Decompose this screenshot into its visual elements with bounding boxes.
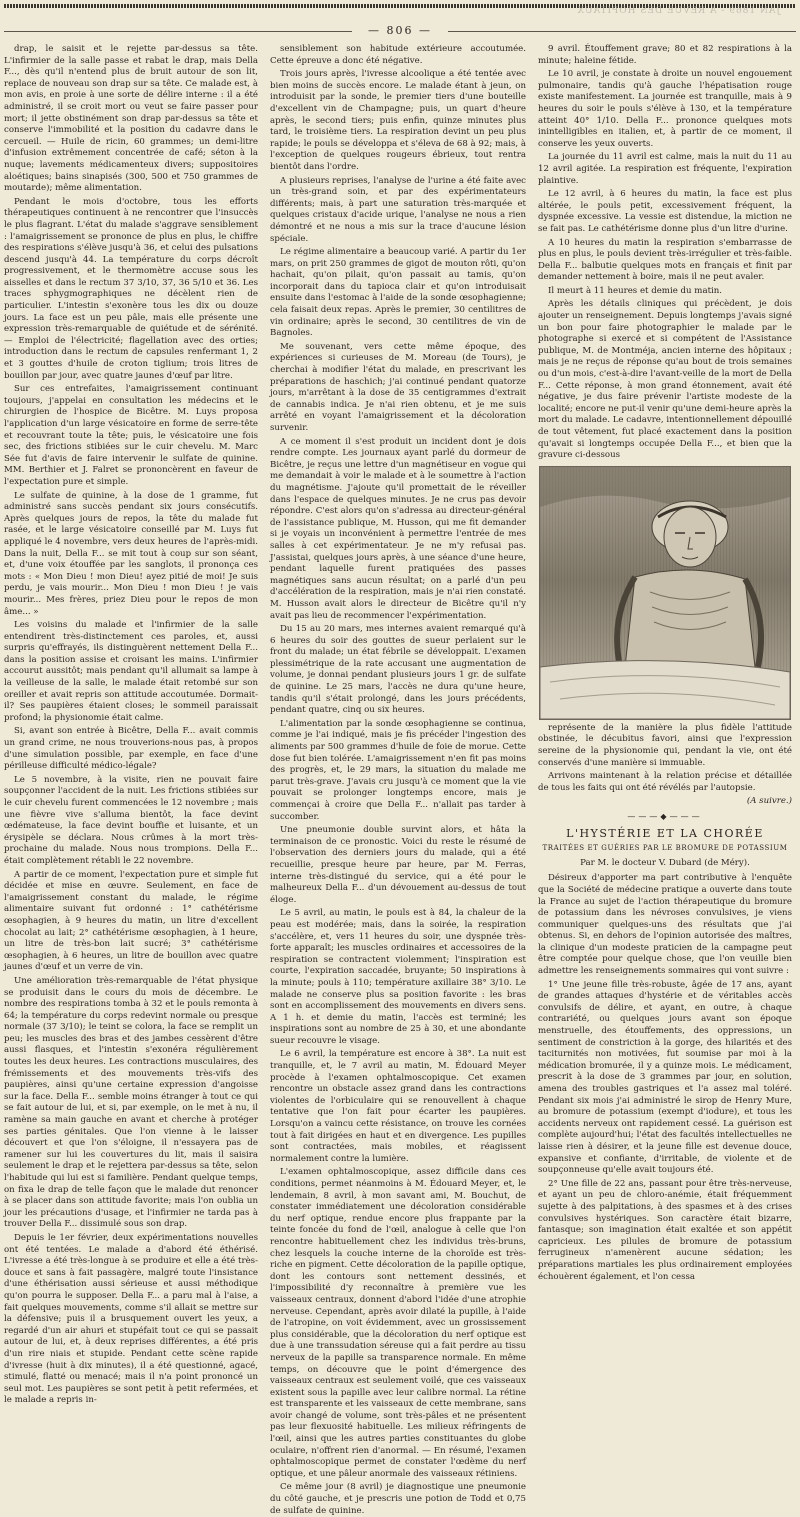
paragraph: Une pneumonie double survint alors, et hâta la terminaison de ce pronostic. Voici du reste le résumé de l'observation des derniers jours du malade, qui a été recueillie, presque heure par heure, par M. Ferras, interne très-distingué du service, qui a été pour le malheureux Della F... d'un dévouement au-dessus de tout éloge.: [270, 825, 526, 905]
article-subtitle: TRAITÉES ET GUÉRIES PAR LE BROMURE DE POTASSIUM: [542, 844, 788, 853]
paragraph: Arrivons maintenant à la relation précise et détaillée de tous les faits qui ont été révélés par l'autopsie.: [538, 771, 792, 793]
paragraph: Pendant le mois d'octobre, tous les efforts thérapeutiques continuent à ne rencontrer que l'insuccès le plus flagrant. L'état du malade s'aggrave sensiblement : l'amaigrissement se prononce de plus en plus, le chiffre des respirations s'élève jusqu'à 36, et celui des pulsations descend jusqu'à 44. La température du corps décroît progressivement, et le thermomètre accuse sous les aisselles et dans le rectum 37 3/10, 37, 36 5/10 et 36. Les traces sphygmographiques ne décèlent rien de particulier. L'intestin s'exonère tous les dix ou douze jours. La face est un peu pâle, mais elle présente une expression très-remarquable de quiétude et de sérénité. — Emploi de l'électricité; flagellation avec des orties; introduction dans le rectum de capsules renfermant 1, 2 et 3 gouttes d'huile de croton tiglium; trois litres de bouillon par jour, avec quatre jaunes d'œuf par litre.: [4, 196, 258, 381]
separator: ———◆———: [627, 811, 703, 821]
paragraph: Trois jours après, l'ivresse alcoolique a été tentée avec bien moins de succès encore. Le malade étant à jeun, on introduisit par la sonde, le premier tiers d'une bouteille d'excellent vin de Champagne; puis, un quart d'heure après, le second tiers; puis enfin, quinze minutes plus tard, le troisième tiers. La respiration devint un peu plus rapide; le pouls se développa et s'éleva de 68 à 92; mais, à l'exception de quelques rougeurs ébrieux, tout rentra bientôt dans l'ordre.: [270, 69, 526, 172]
paragraph: Les voisins du malade et l'infirmier de la salle entendirent très-distinctement ces paroles, et, aussi surpris qu'effrayés, ils distinguèrent nettement Della F... dans la position assise et croisant les mains. L'infirmier accourut aussitôt; mais pendant qu'il allumait sa lampe à la veilleuse de la salle, le malade était retombé sur son oreiller et avait repris son attitude accoutumée. Dormait-il? Ses paupières étaient closes; le sommeil paraissait profond; la physionomie était calme.: [4, 620, 258, 723]
paragraph: Le régime alimentaire a beaucoup varié. A partir du 1er mars, on prit 250 grammes de gigot de mouton rôti, qu'on hachait, qu'on pilait, qu'on passait au tamis, qu'on incorporait dans du tapioca clair et qu'on introduisait ensuite dans l'estomac à l'aide de la sonde œsophagienne; cela faisait deux repas. Après le premier, 30 centilitres de vin ordinaire; après le second, 30 centilitres de vin de Bagnoles.: [270, 247, 526, 339]
paragraph: 1° Une jeune fille très-robuste, âgée de 17 ans, ayant de grandes attaques d'hystérie et de véritables accès convulsifs de délire, et ayant, en outre, à chaque contrariété, ou quelques jours avant son époque menstruelle, des étouffements, des oppressions, un sentiment de constriction à la gorge, des hilarités et des taciturnités non motivées, fut soumise par moi à la médication bromurée, il y a quinze mois. Le médicament, prescrit à la dose de 3 grammes par jour, en solution, amena des troubles gastriques et l'a assez mal toléré. Pendant six mois j'ai administré le sirop de Henry Mure, au bromure de potassium (exempt d'iodure), et tous les accidents nerveux ont rapidement cessé. La guérison est complète aujourd'hui; l'état des facultés intellectuelles ne laisse rien à désirer, et la jeune fille est devenue douce, expansive et confiante, d'irritable, de violente et de soupçonneuse qu'elle avait toujours été.: [538, 979, 792, 1176]
article-byline: Par M. le docteur V. Dubard (de Méry).: [580, 857, 750, 868]
paragraph: Le 5 avril, au matin, le pouls est à 84, la chaleur de la peau est modérée; mais, dans la soirée, la respiration s'accélère, et, vers 11 heures du soir, une dyspnée très-forte apparaît; les muscles ordinaires et accessoires de la respiration se contractent violemment; l'inspiration est courte, l'expiration saccadée, bruyante; 50 inspirations à la minute; pouls à 110; température axillaire 38° 3/10. Le malade ne conserve plus sa position favorite : les bras sont en accomplissement des mouvements en divers sens. A 1 h. et demie du matin, l'accès est terminé; les inspirations sont au nombre de 25 à 30, et une abondante sueur recouvre le visage.: [270, 908, 526, 1046]
paragraph: 9 avril. Étouffement grave; 80 et 82 respirations à la minute; haleine fétide.: [538, 44, 792, 66]
paragraph: A 10 heures du matin la respiration s'embarrasse de plus en plus, le pouls devient très-irrégulier et très-faible. Della F... balbutie quelques mots en français et finit par demander nettement à boire, mais il ne peut avaler.: [538, 237, 792, 283]
paragraph: Après les détails cliniques qui précèdent, je dois ajouter un renseignement. Depuis longtemps j'avais signé un bon pour faire photographier le malade par le photographe si exercé et si compétent de l'Assistance publique, M. de Montméja, ancien interne des hôpitaux ; mais je ne reçus de réponse qu'au bout de trois semaines ou d'un mois, c'est-à-dire l'avant-veille de la mort de Della F... Cette réponse, à mon grand étonnement, avait été négative, je dus faire prévenir l'artiste modeste de la localité; encore ne put-il venir qu'une demi-heure après la mort du malade. Le cadavre, intentionnellement dépouillé de tout vêtement, fut placé exactement dans la position qu'avait si longtemps occupée Della F..., et bien que la gravure ci-dessous: [538, 299, 792, 461]
paragraph: Depuis le 1er février, deux expérimentations nouvelles ont été tentées. Le malade a d'abord été éthérisé. L'ivresse a été très-longue à se produire et elle a été très-douce et sans à fait passagère, malgré toute l'insistance d'une éthérisation aussi sérieuse et aussi méthodique qu'on pourra le supposer. Della F... a paru mal à l'aise, a fait quelques mouvements, comme s'il allait se mettre sur la défensive; puis il a brusquement ouvert les yeux, a regardé d'un air ahuri et stupéfait tout ce qui se passait autour de lui, et, à deux reprises différentes, a été pris d'un rire niais et stupide. Pendant cette scène rapide d'ivresse (huit à dix minutes), il a été questionné, agacé, stimulé, flatté ou menacé; mais il n'a point prononcé un seul mot. Les paupières se sont petit à petit refermées, et le malade a repris in-: [4, 1232, 258, 1406]
paragraph: A partir de ce moment, l'expectation pure et simple fut décidée et mise en œuvre. Seulement, en face de l'amaigrissement constant du malade, le régime alimentaire suivant fut ordonné : 1° cathétérisme œsophagien, à 9 heures du matin, un litre d'excellent chocolat au lait; 2° cathétérisme œsophagien, à 1 heure, un litre de très-bon lait sucré; 3° cathétérisme œsophagien, à 6 heures, un litre de bouillon avec quatre jaunes d'œuf et un verre de vin.: [4, 869, 258, 973]
paragraph: représente de la manière la plus fidèle l'attitude obstinée, le décubitus favori, ainsi que l'expression sereine de la physionomie qui, pendant la vie, ont été conservés d'une manière si immuable.: [538, 722, 792, 768]
paragraph: Le 12 avril, à 6 heures du matin, la face est plus altérée, le pouls petit, excessivement fréquent, la dyspnée excessive. La vessie est distendue, la miction ne se fait pas. Le cathétérisme donne plus d'un litre d'urine.: [538, 189, 792, 234]
paragraph: Il meurt à 11 heures et demie du matin.: [548, 285, 723, 296]
paragraph: Le sulfate de quinine, à la dose de 1 gramme, fut administré sans succès pendant six jours consécutifs. Après quelques jours de repos, la tête du malade fut rasée, et le large vésicatoire conseillé par M. Luys fut appliqué le 4 novembre, vers deux heures de l'après-midi. Dans la nuit, Della F... se mit tout à coup sur son séant, et, d'une voix étouffée par les sanglots, il prononça ces mots : « Mon Dieu ! mon Dieu! ayez pitié de moi! Je suis perdu, je vais mourir... Mon Dieu ! mon Dieu ! je vais mourir... Mes frères, priez Dieu pour le repos de mon âme... »: [4, 490, 258, 617]
article-title: L'HYSTÉRIE ET LA CHORÉE: [566, 826, 764, 840]
engraving-figure: [539, 466, 791, 720]
paragraph: drap, le saisit et le rejette par-dessus sa tête. L'infirmier de la salle passe et rabat le drap, mais Della F..., dès qu'il n'entend plus de bruit autour de son lit, replace de nouveau son drap sur sa tête. Ce malade est, à mon avis, en proie à une sorte de délire interne : il a été administré, il se croit mort ou veut se faire passer pour mort; il jette obstinément son drap par-dessus sa tête et conserve l'immobilité et la position du cadavre dans le cercueil. — Huile de ricin, 60 grammes; un demi-litre d'infusion extrêmement concentrée de café; séton à la nuque; lavements médicamenteux divers; suppositoires aloétiques; bains sinapisés (300, 500 et 750 grammes de moutarde); même alimentation.: [4, 44, 258, 194]
paragraph: La journée du 11 avril est calme, mais la nuit du 11 au 12 avril agitée. La respiration est fréquente, l'expiration plaintive.: [538, 152, 792, 186]
bleed-through-text: JAN 1869 - A REVUE DES HÔPITAUX: [576, 6, 780, 16]
paragraph: L'examen ophtalmoscopique, assez difficile dans ces conditions, permet néanmoins à M. Édouard Meyer, et, le lendemain, 8 avril, à mon savant ami, M. Bouchut, de constater immédiatement une décoloration considérable du nerf optique, rendue encore plus frappante par la teinte foncée du fond de l'œil, analogue à celle que l'on rencontre habituellement chez les individus très-bruns, chez lesquels la couche interne de la choroïde est très-riche en pigment. Cette décoloration de la papille optique, dont les contours sont nettement dessinés, et l'impossibilité d'y reconnaître à première vue les vaisseaux centraux, donnent d'abord l'idée d'une atrophie nerveuse. Cependant, après avoir dilaté la pupille, à l'aide de l'atropine, on voit évidemment, avec un grossissement plus considérable, que la décoloration du nerf optique est due à une transsudation séreuse qui a fait perdre au tissu nerveux de la papille sa transparence normale. En même temps, on découvre que le point d'émergence des vaisseaux centraux est seulement voilé, que ces vaisseaux existent sous la papille avec leur calibre normal. La rétine est transparente et les vaisseaux de cette membrane, sans avoir changé de volume, sont très-pâles et ne présentent pas leur flexuosité habituelle. Les milieux réfringents de l'œil, ainsi que les autres parties constituantes du globe oculaire, n'offrent rien d'anormal. — En résumé, l'examen ophtalmoscopique permet de constater l'œdème du nerf optique, et une pâleur anormale des vaisseaux rétiniens.: [270, 1167, 526, 1479]
paragraph: Du 15 au 20 mars, mes internes avaient remarqué qu'à 6 heures du soir des gouttes de sueur perlaient sur le front du malade; un état fébrile se développait. L'examen plessimétrique de la rate accusant une augmentation de volume, je donnai pendant plusieurs jours 1 gr. de sulfate de quinine. Le 25 mars, l'accès ne dura qu'une heure, tandis qu'il s'était prolongé, dans les jours précédents, pendant quatre, cinq ou six heures.: [270, 624, 526, 716]
paragraph: A ce moment il s'est produit un incident dont je dois rendre compte. Les journaux ayant parlé du dormeur de Bicêtre, je reçus une lettre d'un magnétiseur en vogue qui me demandait à voir le malade et à le soumettre à l'action du magnétisme. J'ajoute qu'il promettait de le réveiller dans l'espace de quelques minutes. Je ne crus pas devoir répondre. C'est alors qu'on s'adressa au directeur-général de l'assistance publique, M. Husson, qui me fit demander si je voyais un inconvénient à permettre l'entrée de mes salles à cet expérimentateur. Je ne m'y refusai pas. J'assistai, quelques jours après, à une séance d'une heure, pendant laquelle furent pratiquées des passes magnétiques sans aucun résultat; on a parlé d'un peu d'accélération de la respiration, mais je n'ai rien constaté. M. Husson avait alors le directeur de Bicêtre qu'il n'y avait pas lieu de recommencer l'expérimentation.: [270, 436, 526, 621]
paragraph: Le 10 avril, je constate à droite un nouvel engouement pulmonaire, tandis qu'à gauche l'hépatisation rouge existe manifestement. La journée est tranquille, mais à 9 heures du soir le pouls s'élève à 130, et la température atteint 40° 1/10. Della F... prononce quelques mots inintelligibles en italien, et, à partir de ce moment, il conserve les yeux ouverts.: [538, 69, 792, 149]
corpse-illustration: [540, 467, 790, 719]
paragraph: Désireux d'apporter ma part contributive à l'enquête que la Société de médecine pratique a ouverte dans toute la France au sujet de l'action thérapeutique du bromure de potassium dans les névroses convulsives, je viens communiquer quelques-uns des résultats que j'ai obtenus. Si, en dehors de l'opinion autorisée des maîtres, la clinique d'un modeste praticien de la campagne peut être comptée pour quelque chose, que l'on veuille bien admettre les renseignements sommaires qui vont suivre :: [538, 873, 792, 977]
column-1: [4, 44, 258, 1406]
column-3: [538, 44, 792, 1282]
column-2: [270, 44, 526, 1516]
paragraph: Le 5 novembre, à la visite, rien ne pouvait faire soupçonner l'accident de la nuit. Les frictions stibiées sur le cuir chevelu furent commencées le 12 novembre ; mais une fièvre vive s'alluma bientôt, la face devint œdémateuse, la face devint bouffie et luisante, et un érysipèle se déclara. Nous crûmes à la mort très-prochaine du malade. Nous nous trompions. Della F... était complètement rétabli le 22 novembre.: [4, 774, 258, 866]
page-number: — 806 —: [4, 24, 796, 38]
paragraph: L'alimentation par la sonde œsophagienne se continua, comme je l'ai indiqué, mais je fis précéder l'ingestion des aliments par 500 grammes d'huile de foie de morue. Cette dose fut bien tolérée. L'amaigrissement n'en fit pas moins des progrès, et, le 29 mars, la situation du malade me parut très-grave. J'avais cru jusqu'à ce moment que la vie pouvait se prolonger longtemps encore, mais je commençai à croire que Della F... n'allait pas tarder à succomber.: [270, 718, 526, 822]
paragraph: Si, avant son entrée à Bicêtre, Della F... avait commis un grand crime, ne nous trouverions-nous pas, à propos d'une simulation possible, par exemple, en face d'une périlleuse difficulté médico-légale?: [4, 726, 258, 772]
paragraph: 2° Une fille de 22 ans, passant pour être très-nerveuse, et ayant un peu de chloro-anémie, était fréquemment sujette à des palpitations, à des spasmes et à des crises convulsives hystériques. Son caractère était bizarre, fantasque; son imagination était exaltée et son appétit capricieux. Les pilules de bromure de potassium ferrugineux n'amenèrent aucune sédation; les préparations martiales les plus ordinairement employées échouèrent également, et l'on cessa: [538, 1178, 792, 1282]
paragraph: Le 6 avril, la température est encore à 38°. La nuit est tranquille, et, le 7 avril au matin, M. Édouard Meyer procède à l'examen ophtalmoscopique. Cet examen rencontre un obstacle assez grand dans les contractions violentes de l'orbiculaire qui se renouvellent à chaque tentative que l'on fait pour écarter les paupières. Lorsqu'on a vaincu cette résistance, on trouve les cornées tout à fait dirigées en haut et en divergence. Les pupilles sont contractées, mais mobiles, et réagissent normalement contre la lumière.: [270, 1049, 526, 1164]
paragraph: Sur ces entrefaites, l'amaigrissement continuant toujours, j'appelai en consultation les médecins et le chirurgien de l'hospice de Bicêtre. M. Luys proposa l'application d'un large vésicatoire en forme de serre-tête et recouvrant toute la tête; puis, le vésicatoire une fois sec, des frictions stibiées sur le cuir chevelu. M. Marc Sée fut d'avis de faire intervenir le sulfate de quinine. MM. Berthier et J. Falret se prononcèrent en faveur de l'expectation pure et simple.: [4, 384, 258, 487]
paragraph: Ce même jour (8 avril) je diagnostique une pneumonie du côté gauche, et je prescris une potion de Todd et 0,75 de sulfate de quinine.: [270, 1482, 526, 1516]
paragraph: Me souvenant, vers cette même époque, des expériences si curieuses de M. Moreau (de Tours), je cherchai à modifier l'état du malade, en prescrivant les préparations de haschich; j'ai continué pendant quatorze jours, m'arrêtant à la dose de 35 centigrammes d'extrait de cannabis indica. Je n'ai rien obtenu, et je me suis arrêté en voyant l'amaigrissement et la décoloration survenir.: [270, 341, 526, 433]
paragraph: Une amélioration très-remarquable de l'état physique se produisit dans le cours du mois de décembre. Le nombre des respirations tomba à 32 et le pouls remonta à 64; la température du corps redevint normale ou presque normale (37 3/10); le teint se colora, la face se remplit un peu; les muscles des bras et des jambes cessèrent d'être aussi flasques, et l'intestin s'exonéra régulièrement toutes les deux heures. Les contractions musculaires, des frémissements et des mouvements très-vifs des paupières, ainsi qu'une certaine expression d'angoisse sur la face. Della F... semble moins étranger à tout ce qui se fait autour de lui, et si, par exemple, on le met à nu, il ramène sa main gauche en avant et cherche à protéger ses parties génitales. Que l'on vienne à le laisser découvert et que l'on s'éloigne, il n'essayera pas de ramener sur lui les couvertures du lit, mais il saisira seulement le drap et le rejettera par-dessus sa tête, selon l'habitude qui lui est si familière. Pendant quelque temps, on fixa le drap de telle façon que le malade dut renoncer à se placer dans son attitude favorite; mais l'on oublia un jour les précautions d'usage, et l'infirmier ne tarda pas à trouver Della F... dissimulé sous son drap.: [4, 975, 258, 1230]
paragraph: sensiblement son habitude extérieure accoutumée. Cette épreuve a donc été négative.: [270, 44, 526, 66]
paragraph: A plusieurs reprises, l'analyse de l'urine a été faite avec un très-grand soin, et par des expérimentateurs différents; mais, à part une saturation très-marquée et quelques cristaux d'acide urique, l'analyse ne nous a rien démontré et ne nous a mis sur la trace d'aucune lésion spéciale.: [270, 175, 526, 244]
to-be-continued: (A suivre.): [746, 796, 792, 807]
